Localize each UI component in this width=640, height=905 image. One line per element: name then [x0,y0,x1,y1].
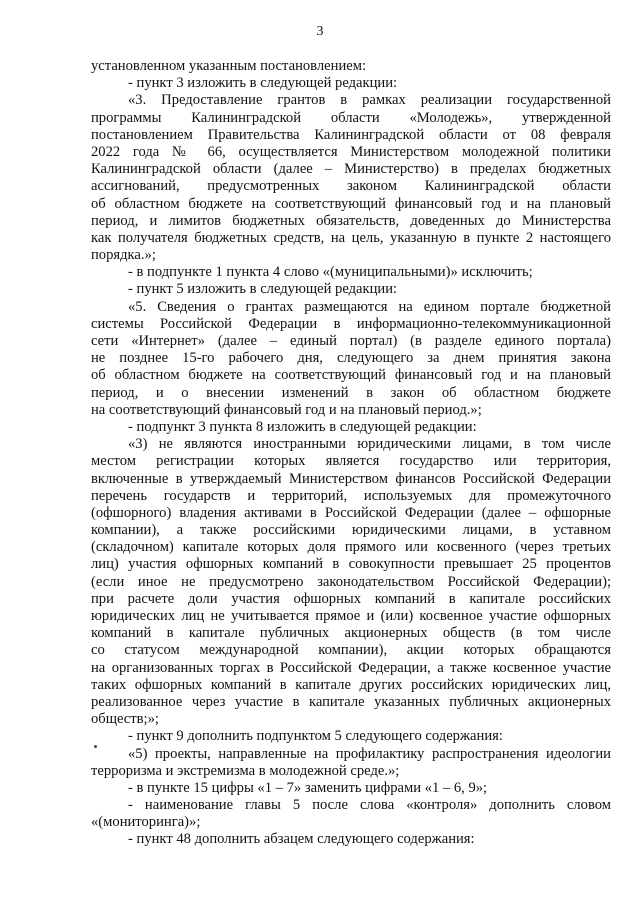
text-line: местом регистрации которых является государство или территория, [91,453,611,470]
text-line: перечень государств и территорий, используемых для промежуточного [91,487,611,504]
text-line: - наименование главы 5 после слова «контроля» дополнить словом [128,797,611,814]
text-line: период, и лимитов бюджетных обязательств, доведенных до Министерства [91,212,611,229]
text-line: на организованных торгах в Российской Федерации, а также косвенное участие [91,659,611,676]
text-line: компании), а также российскими юридическими лицами, в уставном [91,522,611,539]
text-line: - пункт 9 дополнить подпунктом 5 следующего содержания: [128,728,503,745]
text-line: (если иное не предусмотрено законодательством Российской Федерации); [91,573,611,590]
text-line: 2022 года № 66, осуществляется Министерством молодежной политики [91,143,611,160]
text-line: ассигнований, предусмотренных законом Калининградской области [91,178,611,195]
text-line: - в пункте 15 цифры «1 – 7» заменить цифрами «1 – 6, 9»; [128,779,488,796]
text-line: реализованное через участие в капитале указанных публичных акционерных [91,693,611,710]
text-line: при расчете доли участия офшорных компаний в капитале российских [91,590,611,607]
text-line: об областном бюджете на соответствующий финансовый год и на плановый [91,367,611,384]
text-line: (складочном) капитале которых доля прямого или косвенного (через третьих [91,539,611,556]
text-line: таких офшорных компаний в капитале других российских юридических лиц, [91,676,611,693]
document-text-body [91,58,611,849]
scan-dot-mark [94,745,97,748]
text-line: сети «Интернет» (далее – единый портал) (в разделе единого портала) [91,333,611,349]
text-line: постановлением Правительства Калининградской области от 08 февраля [91,126,611,143]
text-line: установленном указанным постановлением: [91,58,367,74]
text-line: на соответствующий финансовый год и на плановый период.»; [91,401,482,418]
text-line: «5. Сведения о грантах размещаются на едином портале бюджетной [128,298,611,315]
page-number: 3 [316,24,324,39]
text-line: период, и о внесении изменений в закон об областном бюджете [91,384,611,401]
text-line: «5) проекты, направленные на профилактику распространения идеологии [128,745,611,762]
text-line: об областном бюджете на соответствующий финансовый год и на плановый [91,195,611,212]
text-line: - пункт 5 изложить в следующей редакции: [128,281,398,298]
text-line: программы Калининградской области «Молодежь», утвержденной [91,109,611,126]
text-line: терроризма и экстремизма в молодежной среде.»; [91,762,400,779]
text-line: Калининградской области (далее – Министерство) в пределах бюджетных [91,161,611,178]
text-line: юридических лиц не учитывается прямое и (или) косвенное участие офшорных [91,608,611,624]
text-line: порядка.»; [91,247,156,264]
text-line: - в подпункте 1 пункта 4 слово «(муниципальными)» исключить; [128,264,533,281]
text-line: - пункт 48 дополнить абзацем следующего содержания: [128,831,475,848]
text-line: не позднее 15-го рабочего дня, следующего за днем принятия закона [91,350,611,367]
text-line: «3) не являются иностранными юридическими лицами, в том числе [128,436,611,453]
text-line: лиц) участия офшорных компаний в совокупности превышает 25 процентов [91,556,611,573]
text-line: - подпункт 3 пункта 8 изложить в следующей редакции: [128,418,477,435]
text-line: со статусом международной компании), акции которых обращаются [91,642,611,659]
text-line: как получателя бюджетных средств, на цель, указанную в пункте 2 настоящего [91,229,611,246]
text-line: «3. Предоставление грантов в рамках реализации государственной [128,92,611,109]
text-line: «(мониторинга)»; [91,814,201,831]
text-line: компаний в капитале публичных акционерных обществ (в том числе [91,625,611,642]
text-line: включенные в утверждаемый Министерством финансов Российской Федерации [91,470,611,487]
text-line: (офшорного) владения активами в Российской Федерации (далее – офшорные [91,504,611,521]
text-line: обществ;»; [91,711,159,728]
text-line: системы Российской Федерации в информационно-телекоммуникационной [91,315,611,332]
text-line: - пункт 3 изложить в следующей редакции: [128,75,398,92]
